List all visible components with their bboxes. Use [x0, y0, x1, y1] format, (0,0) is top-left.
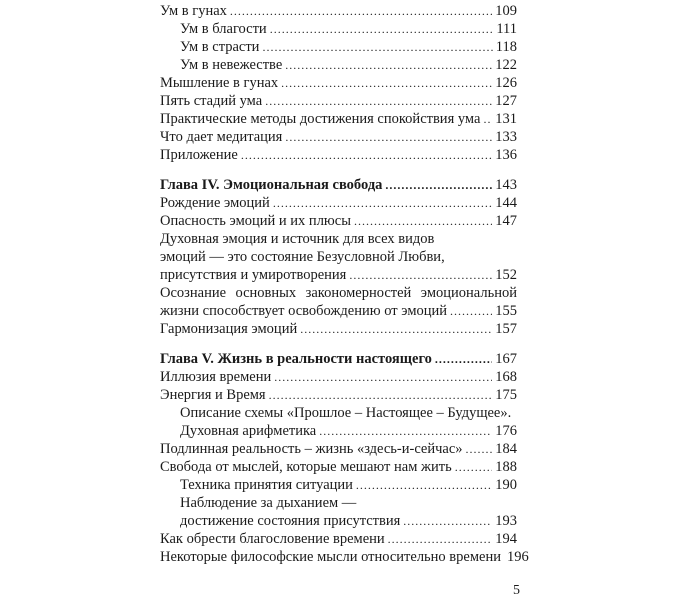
- toc-entry-title: Некоторые философские мысли относительно времени: [160, 549, 501, 565]
- table-of-contents: [160, 2, 529, 566]
- toc-entry-page: 126: [495, 75, 517, 91]
- dot-leader: [356, 478, 492, 494]
- toc-entry-title: жизни способствует освобождению от эмоций: [160, 303, 448, 319]
- dot-leader: [385, 178, 492, 194]
- dot-leader: [262, 40, 492, 56]
- dot-leader: [241, 148, 492, 164]
- toc-entry-title: Что дает медитация: [160, 129, 283, 145]
- dot-leader: [300, 322, 492, 338]
- toc-entry-page: 155: [495, 303, 517, 319]
- toc-entry-page: 188: [495, 459, 517, 475]
- chapter-title: Глава V. Жизнь в реальности настоящего: [160, 351, 432, 367]
- toc-entry-title: Как обрести благословение времени: [160, 531, 385, 547]
- toc-entry: [160, 302, 517, 320]
- dot-leader: [230, 4, 492, 20]
- toc-entry: [160, 194, 517, 212]
- toc-entry: [160, 38, 517, 56]
- dot-leader: [349, 268, 492, 284]
- dot-leader: [285, 58, 492, 74]
- toc-entry-title: Техника принятия ситуации: [180, 477, 353, 493]
- toc-entry: [160, 20, 517, 38]
- toc-entry: [160, 56, 517, 74]
- toc-entry-title: Практические методы достижения спокойствия ума: [160, 111, 481, 127]
- toc-entry-title: Мышление в гунах: [160, 75, 279, 91]
- toc-entry-multiline: [160, 404, 517, 440]
- chapter-heading: [160, 350, 517, 368]
- toc-entry-page: 144: [495, 195, 517, 211]
- toc-entry: [160, 386, 517, 404]
- toc-entry-page: 131: [495, 111, 517, 127]
- toc-entry-multiline: [160, 494, 517, 530]
- toc-entry-title: Ум в благости: [180, 21, 267, 37]
- toc-entry-title: Энергия и Время: [160, 387, 266, 403]
- toc-entry-page: 194: [495, 531, 517, 547]
- dot-leader: [269, 388, 493, 404]
- dot-leader: [354, 214, 492, 230]
- toc-entry-title: Ум в гунах: [160, 3, 227, 19]
- toc-entry-line: Наблюдение за дыханием —: [180, 495, 357, 511]
- toc-entry-page: 122: [495, 57, 517, 73]
- toc-entry-line: Осознание основных закономерностей эмоциональной: [160, 285, 517, 301]
- toc-entry: [160, 146, 517, 164]
- chapter-page: 143: [495, 177, 517, 193]
- dot-leader: [319, 424, 492, 440]
- toc-entry-line: Духовная эмоция и источник для всех видов: [160, 231, 435, 247]
- toc-entry: [160, 368, 517, 386]
- toc-entry-title: Свобода от мыслей, которые мешают нам жить: [160, 459, 452, 475]
- toc-entry-title: Гармонизация эмоций: [160, 321, 298, 337]
- toc-entry: [160, 320, 517, 338]
- dot-leader: [435, 352, 492, 368]
- dot-leader: [450, 304, 492, 320]
- toc-entry: [160, 476, 517, 494]
- dot-leader: [274, 370, 492, 386]
- toc-entry-page: 193: [495, 513, 517, 529]
- toc-entry-page: 109: [495, 3, 517, 19]
- toc-entry: [160, 422, 517, 440]
- toc-entry: [160, 266, 517, 284]
- toc-entry-page: 176: [495, 423, 517, 439]
- dot-leader: [270, 22, 494, 38]
- toc-entry-line: эмоций — это состояние Безусловной Любви,: [160, 249, 445, 265]
- toc-entry: [160, 440, 517, 458]
- toc-entry: [160, 548, 529, 566]
- toc-entry-page: 184: [495, 441, 517, 457]
- toc-entry-title: достижение состояния присутствия: [180, 513, 401, 529]
- toc-entry-title: Опасность эмоций и их плюсы: [160, 213, 351, 229]
- toc-entry-line: Описание схемы «Прошлое – Настоящее – Будущее».: [180, 405, 512, 421]
- dot-leader: [273, 196, 492, 212]
- toc-entry-multiline: [160, 284, 517, 320]
- toc-entry-page: 157: [495, 321, 517, 337]
- toc-entry-page: 127: [495, 93, 517, 109]
- toc-entry: [160, 530, 517, 548]
- toc-entry-multiline: [160, 230, 517, 284]
- dot-leader: [281, 76, 492, 92]
- toc-entry: [160, 92, 517, 110]
- toc-entry-page: 133: [495, 129, 517, 145]
- section-gap: [160, 164, 517, 176]
- toc-entry-title: Иллюзия времени: [160, 369, 272, 385]
- section-gap: [160, 338, 517, 350]
- toc-entry-page: 136: [495, 147, 517, 163]
- dot-leader: [455, 460, 493, 476]
- toc-entry-page: 175: [495, 387, 517, 403]
- toc-entry-title: Пять стадий ума: [160, 93, 263, 109]
- toc-entry-page: 196: [506, 549, 529, 565]
- toc-entry-page: 168: [495, 369, 517, 385]
- dot-leader: [265, 94, 492, 110]
- toc-entry: [160, 512, 517, 530]
- toc-entry-title: Ум в страсти: [180, 39, 260, 55]
- dot-leader: [388, 532, 493, 548]
- toc-entry-title: Рождение эмоций: [160, 195, 270, 211]
- dot-leader: [466, 442, 493, 458]
- toc-entry-page: 147: [495, 213, 517, 229]
- page-number: 5: [513, 583, 520, 598]
- dot-leader: [403, 514, 492, 530]
- toc-entry-title: Духовная арифметика: [180, 423, 317, 439]
- toc-entry-page: 190: [495, 477, 517, 493]
- toc-entry-page: 152: [495, 267, 517, 283]
- toc-entry-title: Ум в невежестве: [180, 57, 283, 73]
- chapter-page: 167: [495, 351, 517, 367]
- toc-entry-page: 118: [495, 39, 517, 55]
- toc-entry-title: Приложение: [160, 147, 238, 163]
- toc-entry-title: присутствия и умиротворения: [160, 267, 347, 283]
- toc-entry: [160, 110, 517, 128]
- chapter-heading: [160, 176, 517, 194]
- toc-entry: [160, 128, 517, 146]
- toc-entry-title: Подлинная реальность – жизнь «здесь-и-сейчас»: [160, 441, 463, 457]
- toc-entry: [160, 212, 517, 230]
- dot-leader: [285, 130, 492, 146]
- toc-entry: [160, 2, 517, 20]
- toc-entry: [160, 458, 517, 476]
- toc-entry-page: 111: [496, 21, 517, 37]
- chapter-title: Глава IV. Эмоциональная свобода: [160, 177, 383, 193]
- dot-leader: [483, 112, 492, 128]
- toc-entry: [160, 74, 517, 92]
